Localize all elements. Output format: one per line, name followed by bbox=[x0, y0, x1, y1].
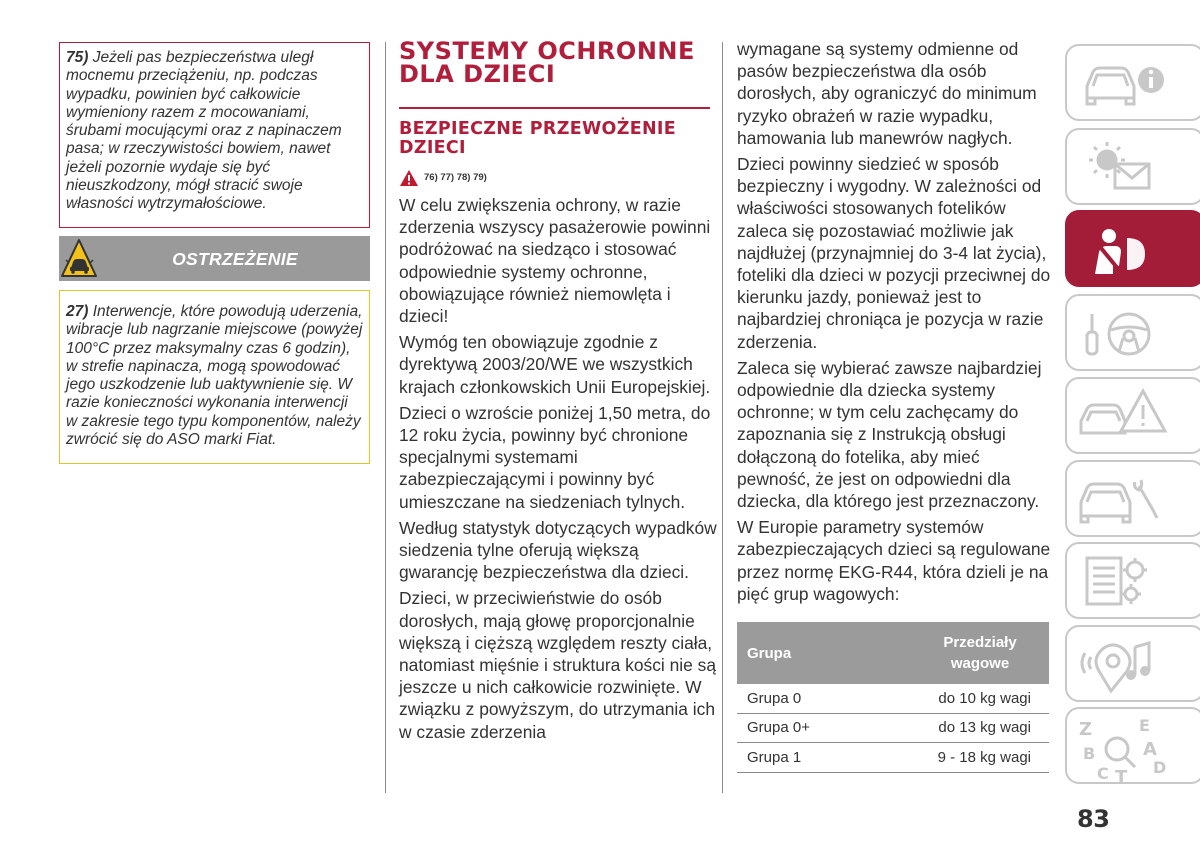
note-27-body: Interwencje, które powodują uderzenia, wibracje lub nagrzanie miejscowe (powyżej 100°C przez maksymalny czas 6 godzin), w strefie napinacza, mogą spowodować jego uszkodzenie lub uaktywnienie się. W razie konieczności wykonania interwencji w zakresie tego typu komponentów, należy zwrócić się do ASO marki Fiat. bbox=[66, 303, 363, 449]
section-title: SYSTEMY OCHRONNE DLA DZIECI bbox=[399, 37, 695, 88]
sun-envelope-icon bbox=[1073, 134, 1193, 200]
paragraph: Dzieci, w przeciwieństwie do osób dorosłych, mają głowę proporcjonalnie większą i cięższą względem reszty ciała, natomiast mięśnie i struktura kości nie są jeszcze u nich całkowicie rozwinięte. W związku z powyższym, do utrzymania ich w czasie zderzenia bbox=[399, 588, 717, 742]
right-body bbox=[737, 38, 1053, 609]
car-wrench-icon bbox=[1073, 466, 1193, 532]
table-cell: Grupa 0+ bbox=[737, 713, 911, 743]
section-subtitle: BEZPIECZNE PRZEWOŻENIE DZIECI bbox=[399, 119, 676, 158]
table-header-row bbox=[737, 622, 1049, 684]
column-divider bbox=[385, 42, 386, 793]
page-number: 83 bbox=[1077, 805, 1110, 833]
paragraph: Wymóg ten obowiązuje zgodnie z dyrektywą 2003/20/WE we wszystkich krajach członkowskich Unii Europejskiej. bbox=[399, 332, 711, 397]
key-steering-wheel-icon bbox=[1073, 300, 1193, 366]
table-row bbox=[737, 743, 1049, 773]
paragraph: Dzieci o wzroście poniżej 1,50 metra, do 12 roku życia, powinny być chronione specjalnymi systemami zabezpieczającymi i powinny być umieszczane na siedzeniach tylnych. bbox=[399, 402, 711, 512]
weight-groups-table bbox=[737, 622, 1049, 773]
index-letter: T bbox=[1115, 767, 1128, 785]
warning-triangle-icon bbox=[399, 169, 419, 187]
column-divider bbox=[722, 42, 723, 793]
index-letter: A bbox=[1143, 739, 1157, 760]
paragraph: Według statystyk dotyczących wypadków siedzenia tylne oferują większą gwarancję bezpieczeństwa dla dzieci. bbox=[399, 517, 717, 583]
warning-references: 76) 77) 78) 79) bbox=[424, 172, 487, 183]
index-letter: B bbox=[1083, 744, 1096, 763]
seatbelt-airbag-icon bbox=[1073, 216, 1193, 282]
note-27-text bbox=[66, 303, 363, 449]
column-header-group: Grupa bbox=[737, 622, 911, 684]
index-letter: Z bbox=[1079, 719, 1093, 740]
navigation-music-icon bbox=[1073, 631, 1193, 697]
car-info-icon bbox=[1073, 50, 1193, 116]
note-75-box bbox=[59, 42, 370, 228]
table-row bbox=[737, 684, 1049, 713]
index-letter: E bbox=[1139, 716, 1150, 735]
column-header-weight: Przedziały wagowe bbox=[911, 622, 1049, 684]
tab-emergency[interactable] bbox=[1065, 377, 1200, 454]
tab-index[interactable] bbox=[1065, 707, 1200, 784]
warning-label: OSTRZEŻENIE bbox=[172, 249, 298, 269]
note-75-number: 75) bbox=[66, 49, 89, 66]
note-27-box bbox=[59, 290, 370, 464]
tab-lights-climate[interactable] bbox=[1065, 128, 1200, 205]
alphabet-search-icon bbox=[1073, 713, 1193, 784]
tab-dashboard-info[interactable] bbox=[1065, 44, 1200, 121]
tab-technical-data[interactable] bbox=[1065, 542, 1200, 619]
table-cell: Grupa 1 bbox=[737, 743, 911, 773]
table-cell: 9 - 18 kg wagi bbox=[911, 743, 1049, 773]
table-row bbox=[737, 713, 1049, 743]
note-75-body: Jeżeli pas bezpieczeństwa uległ mocnemu przeciążeniu, np. podczas wypadku, powinien być całkowicie wymieniony razem z mocowaniami, śrubami mocującymi oraz z napinaczem pasa; w rzeczywistości bowiem, nawet jeżeli pozornie wydaje się być nieuszkodzony, mógł stracić swoje własności wytrzymałościowe. bbox=[66, 49, 342, 213]
table-cell: do 13 kg wagi bbox=[911, 713, 1049, 743]
paragraph: W Europie parametry systemów zabezpieczających dzieci są regulowane przez normę EKG-R44, która dzieli je na pięć grup wagowych: bbox=[737, 517, 1051, 604]
tab-multimedia[interactable] bbox=[1065, 625, 1200, 702]
index-letter: D bbox=[1153, 758, 1167, 777]
tab-starting-driving[interactable] bbox=[1065, 294, 1200, 371]
list-gear-icon bbox=[1073, 548, 1193, 614]
paragraph: Zaleca się wybierać zawsze najbardziej odpowiednie dla dziecka systemy ochronne; w tym celu zachęcamy do zapoznania się z Instrukcją obsługi dołączoną do fotelika, aby mieć pewność, że jest on odpowiedni dla dziecka, dla którego jest przeznaczony. bbox=[737, 357, 1042, 512]
paragraph: wymagane są systemy odmienne od pasów bezpieczeństwa dla osób dorosłych, aby ograniczyć do minimum ryzyko obrażeń w razie wypadku, hamowania lub manewrów nagłych. bbox=[737, 39, 1037, 148]
tab-safety[interactable] bbox=[1065, 210, 1200, 287]
paragraph: Dzieci powinny siedzieć w sposób bezpieczny i wygodny. W zależności od właściwości stosowanych fotelików zaleca się pozostawiać możliwie jak najdłużej (przynajmniej do 3-4 lat życia), foteliki dla dzieci w pozycji przeciwnej do kierunku jazdy, ponieważ jest to najbardziej chroniąca je pozycja w razie zderzenia. bbox=[737, 154, 1051, 352]
tab-maintenance[interactable] bbox=[1065, 460, 1200, 537]
paragraph: W celu zwiększenia ochrony, w razie zderzenia wszyscy pasażerowie powinni podróżować na siedząco i stosować odpowiednie systemy ochronne, obowiązujące również niemowlęta i dzieci! bbox=[399, 195, 711, 327]
table-cell: Grupa 0 bbox=[737, 684, 911, 713]
table-cell: do 10 kg wagi bbox=[911, 684, 1049, 713]
middle-body bbox=[399, 194, 717, 747]
car-warning-icon bbox=[1073, 383, 1193, 449]
warning-car-icon bbox=[60, 238, 98, 280]
title-underline bbox=[399, 107, 710, 109]
note-75-text bbox=[66, 49, 363, 214]
note-27-number: 27) bbox=[66, 303, 89, 320]
index-letter: C bbox=[1097, 764, 1109, 783]
